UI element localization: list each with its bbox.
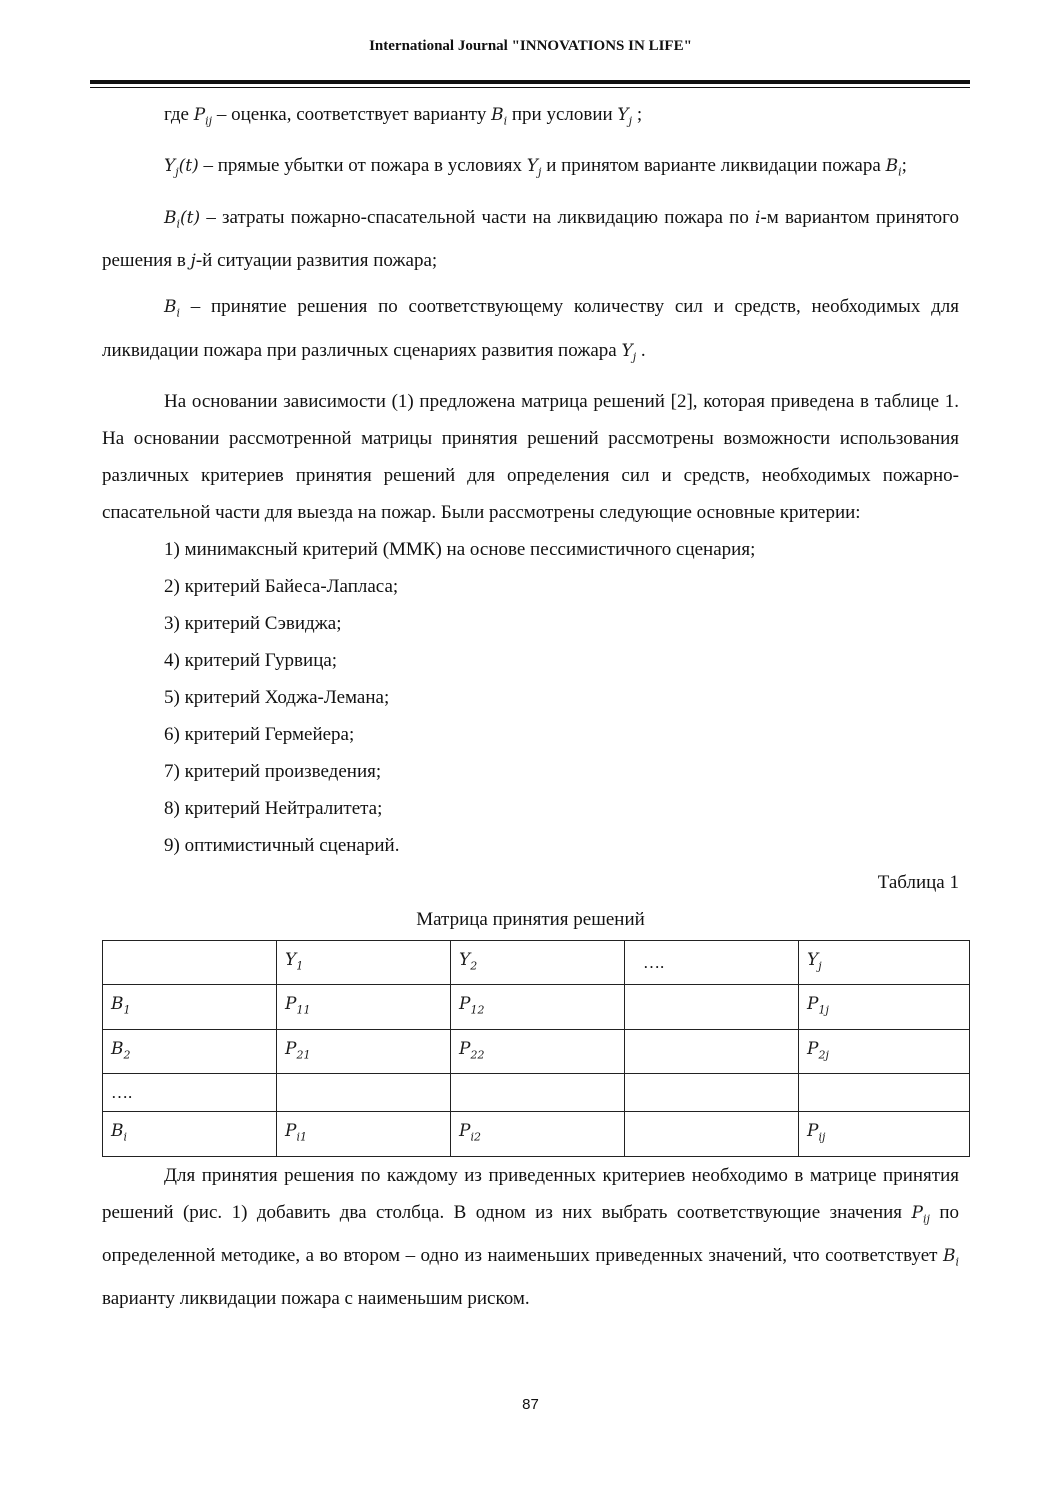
math-b-i: $B_i$ (885, 156, 902, 179)
table-cell: $P_{21}$ (277, 1029, 451, 1073)
table-cell: …. (103, 1074, 277, 1112)
text: . (636, 339, 646, 361)
decision-matrix-table (102, 940, 970, 1157)
text: – оценка, соответствует варианту (212, 104, 492, 125)
header-rule-thick (90, 80, 970, 84)
text: -м вариантом принятого решения в (102, 206, 959, 272)
table-row (103, 985, 970, 1029)
definition-b (102, 288, 959, 375)
list-item: 3) критерий Сэвиджа; (164, 612, 342, 634)
list-item: 7) критерий произведения; (164, 760, 382, 782)
table-header-row (103, 940, 970, 984)
list-item: 8) критерий Нейтралитета; (164, 797, 383, 819)
list-item: 2) критерий Байеса-Лапласа; (164, 575, 399, 597)
math-b-i-t: $B_i(t)$ (164, 207, 201, 231)
definition-p (102, 96, 959, 139)
table-cell: $P_{12}$ (451, 985, 625, 1029)
text: ; (632, 104, 643, 125)
table-cell: $P_{ij}$ (799, 1112, 970, 1156)
table-cell: $B_i$ (103, 1112, 277, 1156)
table-row (103, 1074, 970, 1112)
text: по определенной методике, а во втором – одно из наименьших приведенных значений, что соответствует (102, 1201, 959, 1266)
table-cell: $P_{11}$ (277, 985, 451, 1029)
table-cell (625, 985, 799, 1029)
list-item: 4) критерий Гурвица; (164, 649, 338, 671)
table-cell: $B_2$ (103, 1029, 277, 1073)
text: и принятом варианте ликвидации пожара (541, 155, 886, 177)
table-cell (277, 1074, 451, 1112)
table-cell: $P_{i2}$ (451, 1112, 625, 1156)
text: – прямые убытки от пожара в условиях (198, 155, 527, 177)
math-i: i (755, 207, 761, 228)
text: ; (901, 155, 907, 177)
table-cell (103, 940, 277, 984)
table-cell (625, 1112, 799, 1156)
text: где (164, 104, 194, 125)
text: – принятие решения по соответствующему количеству сил и средств, необходимых для ликвидации пожара при различных сценариях развития пожара (102, 296, 959, 361)
math-y-j: $Y_j$ (621, 340, 637, 363)
table-cell: $Y_2$ (451, 940, 625, 984)
text: – затраты пожарно-спасательной части на ликвидацию пожара по (200, 206, 756, 228)
text: Для принятия решения по каждому из приведенных критериев необходимо в матрице принятия решений (рис. 1) добавить два столбца. В одном из них выбрать соответствующие значения (102, 1164, 959, 1223)
math-p-ij: $P_{ij}$ (193, 105, 213, 128)
table-cell (625, 1074, 799, 1112)
table-cell: $P_{i1}$ (277, 1112, 451, 1156)
definition-y-t (102, 147, 959, 190)
table-cell: $Y_1$ (277, 940, 451, 984)
table-cell: $P_{22}$ (451, 1029, 625, 1073)
table-cell (451, 1074, 625, 1112)
table-cell (799, 1074, 970, 1112)
table-cell: $B_1$ (103, 985, 277, 1029)
definition-b-t (102, 199, 959, 280)
table-cell: $Y_j$ (799, 940, 970, 984)
text: варианту ликвидации пожара с наименьшим риском. (102, 1288, 530, 1310)
math-b-i: $B_i$ (942, 1245, 959, 1269)
list-item: 6) критерий Гермейера; (164, 723, 355, 745)
closing-paragraph (102, 1157, 959, 1318)
table-row (103, 1112, 970, 1156)
criteria-list (102, 531, 959, 864)
math-p-ij: $P_{ij}$ (911, 1202, 930, 1225)
journal-header: International Journal "INNOVATIONS IN LIFE" (369, 38, 692, 54)
table-cell: $P_{2j}$ (799, 1029, 970, 1073)
header-rule-thin (90, 87, 970, 88)
table-caption: Матрица принятия решений (416, 908, 645, 930)
math-b-i: $B_i$ (164, 297, 181, 320)
table-cell: $P_{1j}$ (799, 985, 970, 1029)
page-number: 87 (522, 1396, 539, 1413)
math-y-j-t: $Y_j(t)$ (164, 156, 199, 179)
table-cell (625, 1029, 799, 1073)
text: при условии (507, 104, 618, 125)
math-b-i: $B_i$ (491, 105, 508, 128)
text: -й ситуации развития пожара; (195, 250, 438, 272)
list-item: 9) оптимистичный сценарий. (164, 834, 400, 856)
math-y-j: $Y_j$ (617, 105, 633, 128)
math-y-j: $Y_j$ (526, 156, 542, 179)
table-label: Таблица 1 (877, 871, 959, 893)
table-row (103, 1029, 970, 1073)
page-content (102, 96, 959, 1317)
list-item: 5) критерий Ходжа-Лемана; (164, 686, 390, 708)
math-j: j (190, 251, 196, 272)
main-paragraph: На основании зависимости (1) предложена матрица решений [2], которая приведена в таблице 1. На основании рассмотренной матрицы принятия решений рассмотрены возможности использования различных критериев принятия решений для определения сил и средств, необходимых пожарно-спасательной части для выезда на пожар. Были рассмотрены следующие основные критерии: (102, 390, 959, 523)
list-item: 1) минимаксный критерий (ММК) на основе пессимистичного сценария; (164, 538, 756, 560)
table-cell: …. (625, 940, 799, 984)
